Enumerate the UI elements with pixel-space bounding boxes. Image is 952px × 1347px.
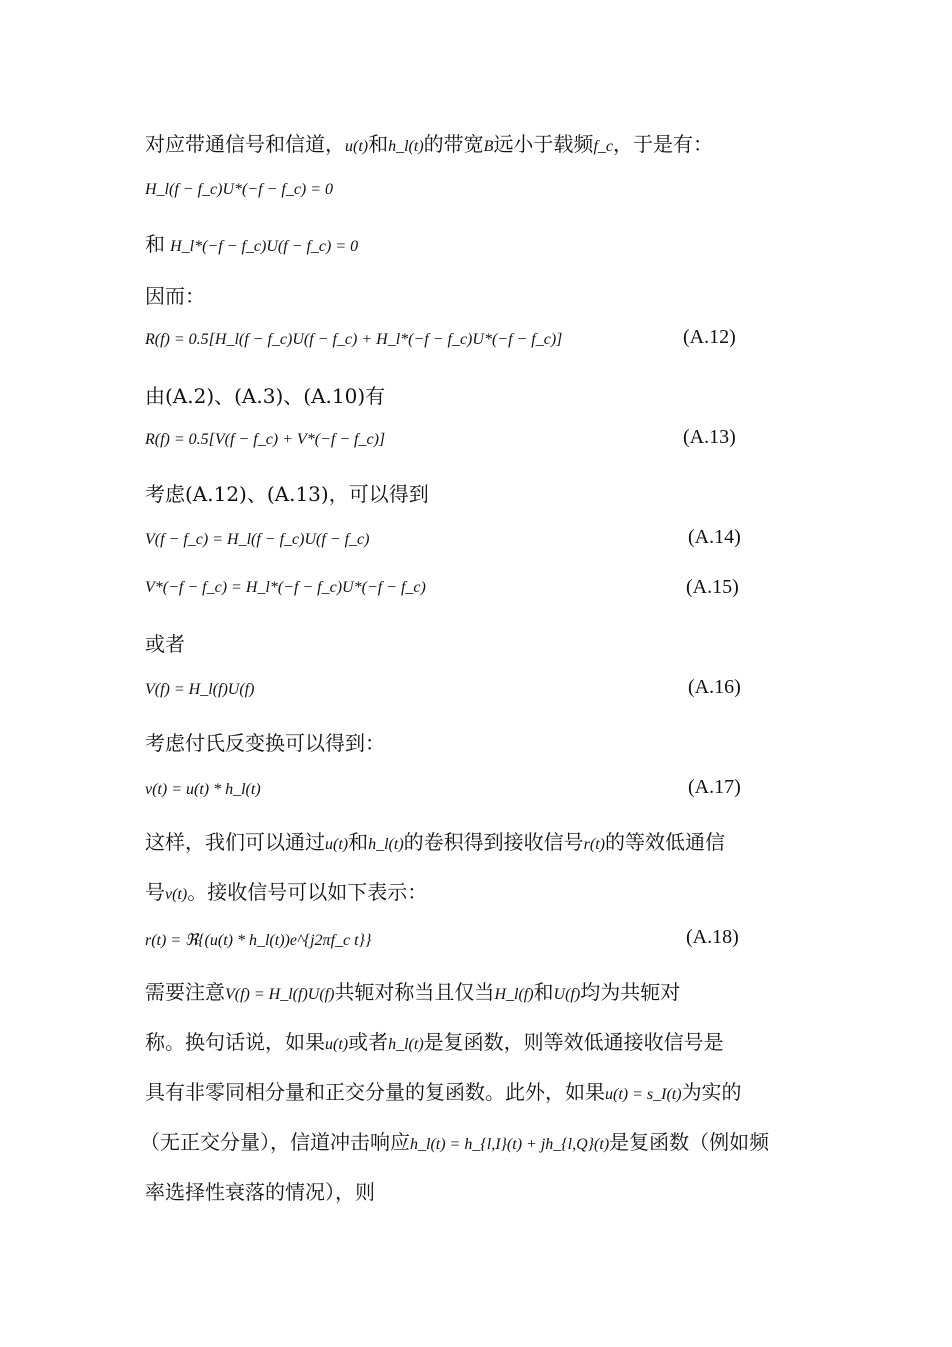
math-inline: h_l(t) bbox=[388, 1036, 424, 1053]
equation-a17: v(t) = u(t) * h_l(t) bbox=[145, 781, 261, 798]
text-run: 是复函数（例如频 bbox=[609, 1130, 770, 1154]
equation-number-a18: (A.18) bbox=[686, 926, 739, 948]
equation-a14: V(f − f_c) = H_l(f − f_c)U(f − f_c) bbox=[145, 531, 370, 548]
text-run: 均为共轭对 bbox=[580, 980, 681, 1004]
equation-number-a15: (A.15) bbox=[686, 576, 739, 598]
equation-a13: R(f) = 0.5[V(f − f_c) + V*(−f − f_c)] bbox=[145, 431, 386, 448]
math-inline: r(t) bbox=[583, 836, 605, 853]
paragraph-line-5 bbox=[145, 1026, 724, 1055]
text-run: 和 bbox=[348, 830, 369, 854]
text-run: （无正交分量），信道冲击响应 bbox=[140, 1130, 410, 1154]
paragraph-line-7 bbox=[140, 1126, 769, 1155]
equation-a15: V*(−f − f_c) = H_l*(−f − f_c)U*(−f − f_c) bbox=[145, 579, 426, 596]
math-inline: H_l(f) bbox=[494, 986, 534, 1003]
equation-a: H_l(f − f_c)U*(−f − f_c) = 0 bbox=[145, 181, 334, 198]
paragraph-line-8: 率选择性衰落的情况），则 bbox=[145, 1180, 375, 1204]
paragraph-line-4 bbox=[145, 976, 680, 1005]
text-run: 共轭对称当且仅当 bbox=[334, 980, 495, 1004]
or-line: 或者 bbox=[145, 632, 185, 656]
equation-b-line bbox=[145, 228, 358, 257]
text-run: 和 bbox=[368, 132, 389, 156]
equation-number-a16: (A.16) bbox=[688, 676, 741, 698]
equation-number-a17: (A.17) bbox=[688, 776, 741, 798]
text-run: 。接收信号可以如下表示： bbox=[187, 880, 428, 904]
math-inline: h_l(t) bbox=[388, 138, 424, 155]
equation-b: H_l*(−f − f_c)U(f − f_c) = 0 bbox=[170, 238, 359, 255]
text-run: 的卷积得到接收信号 bbox=[403, 830, 584, 854]
paragraph-line-3 bbox=[145, 876, 427, 905]
text-run: 具有非零同相分量和正交分量的复函数。此外，如果 bbox=[145, 1080, 605, 1104]
math-inline: v(t) bbox=[165, 886, 188, 903]
equation-number-a14: (A.14) bbox=[688, 526, 741, 548]
math-inline: f_c bbox=[593, 138, 613, 155]
equation-a16: V(f) = H_l(f)U(f) bbox=[145, 681, 255, 698]
text-run: 和 bbox=[145, 232, 165, 256]
paragraph-line-6 bbox=[145, 1076, 742, 1105]
text-run: 或者 bbox=[348, 1030, 389, 1054]
math-inline: u(t) = s_I(t) bbox=[605, 1086, 682, 1103]
hence-line: 因而： bbox=[145, 284, 205, 308]
text-run: 为实的 bbox=[681, 1080, 742, 1104]
math-inline: u(t) bbox=[325, 836, 349, 853]
math-inline: u(t) bbox=[325, 1036, 349, 1053]
equation-number-a13: (A.13) bbox=[683, 426, 736, 448]
text-run: 对应带通信号和信道， bbox=[145, 132, 345, 156]
math-inline: h_l(t) = h_{l,I}(t) + jh_{l,Q}(t) bbox=[410, 1136, 610, 1153]
math-inline: B bbox=[483, 138, 494, 155]
text-run: 号 bbox=[145, 880, 165, 904]
text-run: 的等效低通信 bbox=[604, 830, 725, 854]
text-run: 需要注意 bbox=[145, 980, 225, 1004]
text-run: 这样，我们可以通过 bbox=[145, 830, 325, 854]
math-inline: V(f) = H_l(f)U(f) bbox=[225, 986, 335, 1003]
inverse-line: 考虑付氏反变换可以得到： bbox=[145, 731, 385, 755]
text-run: 远小于载频 bbox=[493, 132, 594, 156]
paragraph-line-1 bbox=[145, 128, 713, 157]
consider-line: 考虑(A.12)、(A.13)，可以得到 bbox=[145, 482, 429, 506]
text-run: 称。换句话说，如果 bbox=[145, 1030, 325, 1054]
math-inline: U(f) bbox=[553, 986, 581, 1003]
equation-a18: r(t) = ℜ{(u(t) * h_l(t))e^{j2πf_c t}} bbox=[145, 932, 372, 949]
text-run: 和 bbox=[533, 980, 554, 1004]
text-run: 的带宽 bbox=[423, 132, 484, 156]
text-run: ，于是有： bbox=[612, 132, 713, 156]
text-run: 是复函数，则等效低通接收信号是 bbox=[423, 1030, 724, 1054]
math-inline: h_l(t) bbox=[368, 836, 404, 853]
equation-a12: R(f) = 0.5[H_l(f − f_c)U(f − f_c) + H_l*(−f − f_c)U*(−f − f_c)] bbox=[145, 331, 563, 348]
equation-number-a12: (A.12) bbox=[683, 326, 736, 348]
math-inline: u(t) bbox=[345, 138, 369, 155]
from-line: 由(A.2)、(A.3)、(A.10)有 bbox=[145, 384, 386, 408]
paragraph-line-2 bbox=[145, 826, 725, 855]
